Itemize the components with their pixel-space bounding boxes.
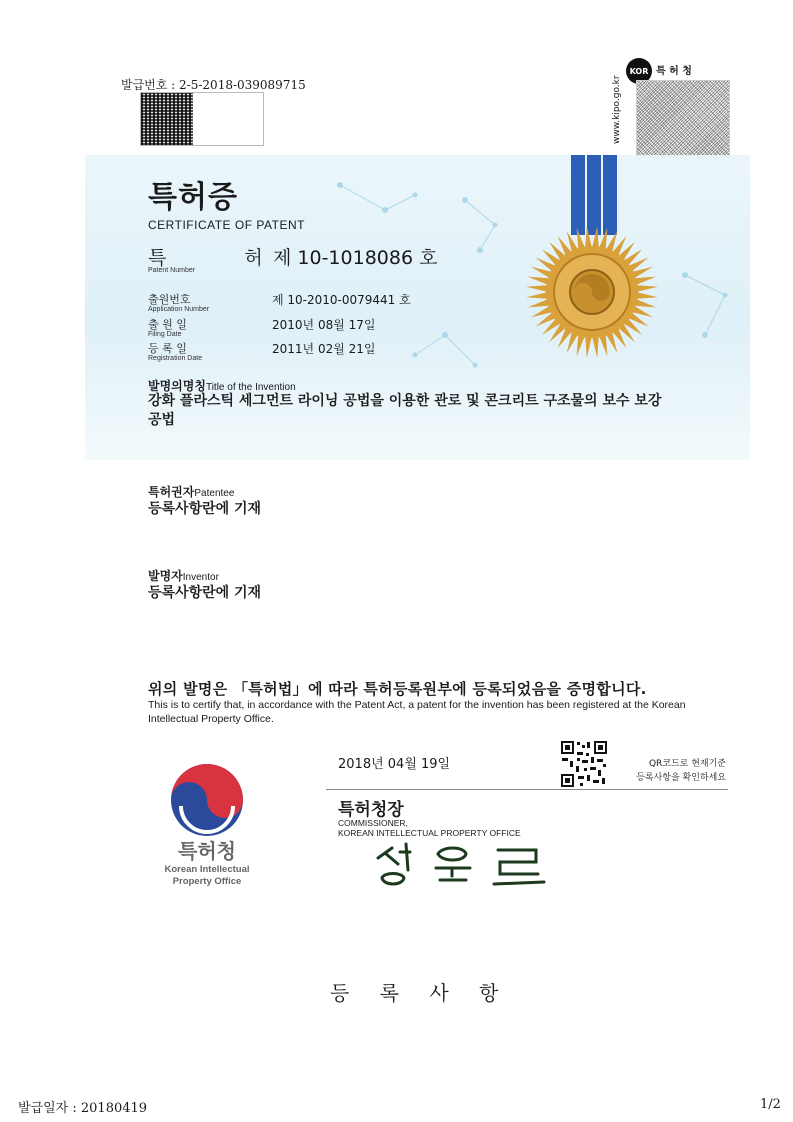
kipo-logo-en [140, 864, 274, 888]
commissioner-title-en-line1: COMMISSIONER, [338, 818, 408, 828]
certify-statement-kr: 위의 발명은 「특허법」에 따라 특허등록원부에 등록되었음을 증명합니다. [148, 680, 647, 698]
inventor-label-kr: 발명자 [148, 569, 183, 583]
registration-date-en: Registration Date [148, 355, 203, 362]
inventor-label-en: Inventor [182, 572, 219, 583]
invention-label-en: Title of the Invention [205, 382, 296, 393]
security-pattern [636, 80, 730, 158]
stamp-office: 특 허 청 [656, 66, 692, 77]
kipo-stamp [612, 58, 740, 156]
application-number-en: Application Number [148, 306, 210, 313]
application-number-label: 출원번호 [148, 293, 191, 306]
qr-code [560, 740, 608, 788]
registration-date-label: 등 록 일 [148, 342, 187, 355]
kipo-logo-en-line2: Property Office [172, 876, 242, 887]
invention-title-line2: 공법 [148, 412, 176, 428]
patentee-label-en: Patentee [194, 488, 235, 499]
commissioner-title-en [338, 818, 521, 838]
divider-line [326, 789, 728, 790]
stamp-badge: KOR [626, 58, 652, 84]
kipo-logo-en-line1: Korean Intellectual [164, 864, 250, 875]
issue-date: 2018년 04월 19일 [338, 757, 451, 772]
barcode [140, 92, 264, 146]
filing-date: 2010년 08월 17일 [272, 318, 376, 332]
filing-date-label: 출 원 일 [148, 318, 187, 331]
patentee-value: 등록사항란에 기재 [148, 501, 262, 517]
application-number: 제 10-2010-0079441 호 [272, 293, 411, 307]
commissioner-title-kr: 특허청장 [338, 800, 404, 820]
invention-label-kr: 발명의명칭 [148, 379, 206, 393]
stamp-url: www.kipo.go.kr [612, 75, 622, 145]
qr-note-line1: QR코드로 현재기준 [648, 759, 726, 769]
patent-number: 제 10-1018086 호 [273, 247, 438, 269]
certificate-title: 특허증 [148, 180, 238, 215]
certificate-subtitle: CERTIFICATE OF PATENT [148, 218, 305, 232]
gold-seal [512, 222, 672, 362]
patentee-label-kr: 특허권자 [148, 485, 195, 499]
certify-statement-en: This is to certify that, in accordance with the Patent Act, a patent for the invention has been registered at the Korean Intellectual Property Office. [148, 699, 686, 725]
footer-issue-date: 발급일자 : 20180419 [18, 1101, 148, 1116]
inventor-value: 등록사항란에 기재 [148, 585, 262, 601]
invention-title-line1: 강화 플라스틱 세그먼트 라이닝 공법을 이용한 관로 및 콘크리트 구조물의 보수 보강 [148, 393, 662, 409]
registration-date: 2011년 02월 21일 [272, 342, 376, 356]
issue-number: 발급번호 : 2-5-2018-039089715 [121, 78, 306, 92]
commissioner-title-en-line2: KOREAN INTELLECTUAL PROPERTY OFFICE [338, 828, 521, 838]
patent-number-en: Patent Number [148, 267, 196, 274]
kipo-logo-kr: 특허청 [178, 839, 236, 863]
patent-label: 특 허 [148, 247, 299, 269]
filing-date-en: Filing Date [148, 331, 182, 338]
footer-page-number: 1/2 [760, 1097, 781, 1112]
qr-note-line2: 등록사항을 확인하세요 [636, 773, 726, 783]
kipo-logo-icon [167, 760, 247, 840]
qr-note [614, 757, 726, 785]
invention-title [148, 392, 738, 430]
handwritten-signature [368, 840, 558, 890]
registration-heading: 등 록 사 항 [330, 981, 511, 1005]
